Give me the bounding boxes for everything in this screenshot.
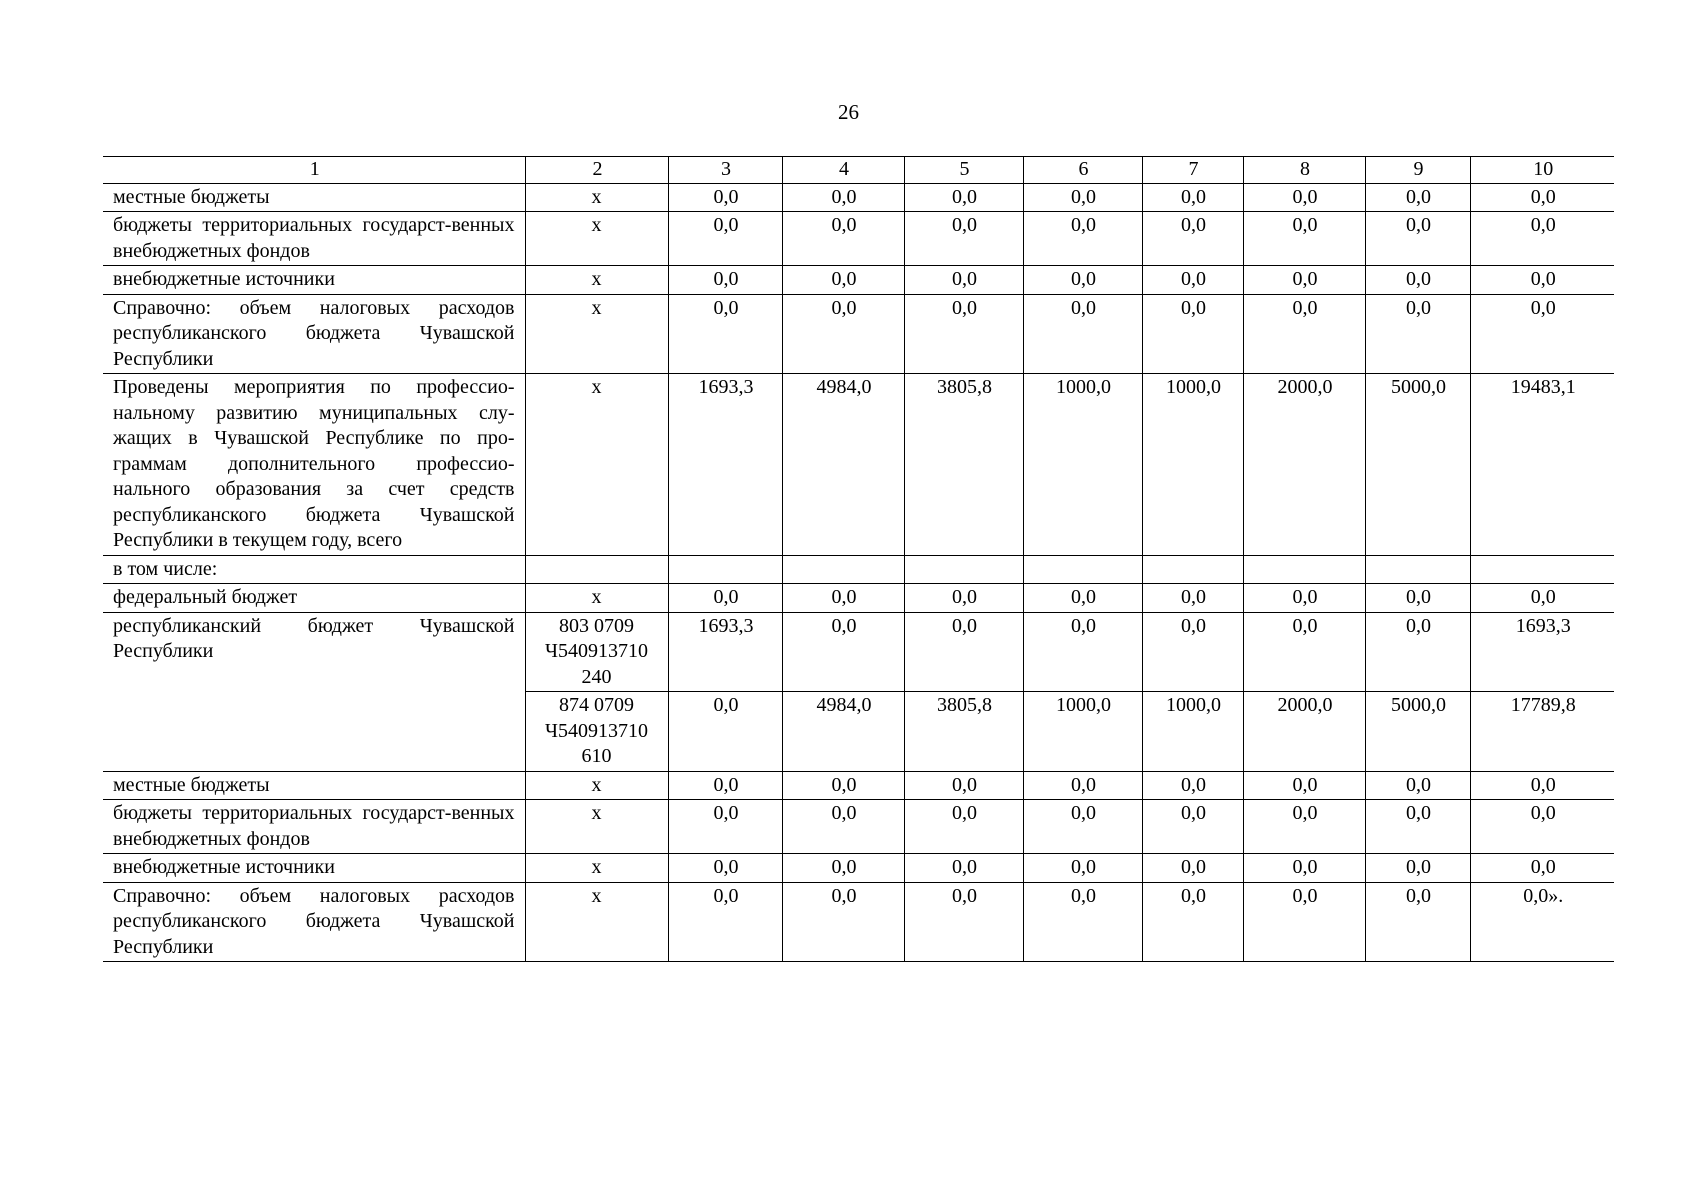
row-label: федеральный бюджет [103, 584, 525, 613]
value-cell: 5000,0 [1365, 374, 1470, 556]
value-cell: 0,0 [1023, 183, 1142, 212]
value-cell: 0,0 [1365, 183, 1470, 212]
value-cell: 0,0 [904, 771, 1023, 800]
value-cell: 17789,8 [1470, 692, 1614, 772]
value-cell: 0,0 [1023, 771, 1142, 800]
value-cell: 0,0 [668, 882, 782, 962]
row-label: Проведены мероприятия по профессио-нальному развитию муниципальных слу-жащих в Чувашской Республике по про-граммам дополнительного профессио-нального образования за счет средств республиканского бюджета Чувашской Республики в текущем году, всего [103, 374, 525, 556]
value-cell: 1693,3 [668, 374, 782, 556]
value-cell: 3805,8 [904, 374, 1023, 556]
value-cell: 0,0 [1243, 294, 1365, 374]
value-cell: 0,0 [904, 882, 1023, 962]
column-header: 8 [1243, 157, 1365, 184]
value-cell: 0,0 [1365, 294, 1470, 374]
value-cell: 0,0 [1243, 882, 1365, 962]
value-cell: 0,0 [668, 854, 782, 883]
value-cell: 0,0 [782, 854, 904, 883]
value-cell: 1000,0 [1023, 692, 1142, 772]
value-cell: 1693,3 [1470, 612, 1614, 692]
budget-code: х [525, 294, 668, 374]
value-cell: 0,0 [782, 294, 904, 374]
budget-table [103, 156, 1614, 962]
value-cell: 19483,1 [1470, 374, 1614, 556]
table-row [103, 584, 1614, 613]
value-cell: 0,0 [782, 212, 904, 266]
value-cell: 0,0 [1142, 612, 1243, 692]
value-cell: 0,0 [782, 882, 904, 962]
value-cell: 0,0 [668, 266, 782, 295]
budget-code: х [525, 183, 668, 212]
value-cell: 0,0 [1142, 771, 1243, 800]
column-header: 4 [782, 157, 904, 184]
value-cell: 0,0 [1243, 266, 1365, 295]
budget-code: 803 0709 Ч540913710 240 [525, 612, 668, 692]
value-cell: 0,0 [1470, 584, 1614, 613]
value-cell: 0,0 [668, 771, 782, 800]
empty-cell [1023, 555, 1142, 584]
table-row [103, 183, 1614, 212]
row-label: бюджеты территориальных государст-венных внебюджетных фондов [103, 212, 525, 266]
table-row [103, 854, 1614, 883]
empty-cell [1365, 555, 1470, 584]
table-row [103, 266, 1614, 295]
row-label: внебюджетные источники [103, 854, 525, 883]
value-cell: 0,0 [1470, 266, 1614, 295]
value-cell: 1000,0 [1142, 374, 1243, 556]
value-cell: 0,0 [904, 294, 1023, 374]
value-cell: 0,0 [1142, 854, 1243, 883]
table-row [103, 212, 1614, 266]
row-label: в том числе: [103, 555, 525, 584]
value-cell: 0,0 [782, 584, 904, 613]
value-cell: 0,0 [1142, 266, 1243, 295]
value-cell: 0,0 [904, 584, 1023, 613]
budget-code: х [525, 584, 668, 613]
value-cell: 0,0 [1365, 882, 1470, 962]
value-cell: 0,0 [904, 800, 1023, 854]
page-number: 26 [838, 100, 859, 124]
value-cell: 0,0 [782, 771, 904, 800]
value-cell: 0,0 [1243, 183, 1365, 212]
empty-cell [782, 555, 904, 584]
value-cell: 0,0 [904, 612, 1023, 692]
value-cell: 0,0 [1142, 882, 1243, 962]
value-cell: 0,0 [668, 584, 782, 613]
value-cell: 0,0 [1365, 266, 1470, 295]
value-cell: 0,0 [904, 854, 1023, 883]
value-cell: 0,0 [1142, 183, 1243, 212]
empty-cell [1470, 555, 1614, 584]
table-row [103, 374, 1614, 556]
column-header: 9 [1365, 157, 1470, 184]
value-cell: 0,0 [782, 800, 904, 854]
budget-code: х [525, 374, 668, 556]
value-cell: 5000,0 [1365, 692, 1470, 772]
table-row [103, 294, 1614, 374]
value-cell: 4984,0 [782, 692, 904, 772]
value-cell: 0,0 [1023, 800, 1142, 854]
value-cell: 0,0 [1023, 294, 1142, 374]
row-label: бюджеты территориальных государст-венных внебюджетных фондов [103, 800, 525, 854]
value-cell: 1693,3 [668, 612, 782, 692]
value-cell: 0,0 [1365, 584, 1470, 613]
value-cell: 0,0 [1365, 771, 1470, 800]
empty-cell [1243, 555, 1365, 584]
value-cell: 0,0 [1023, 266, 1142, 295]
value-cell: 0,0 [1365, 612, 1470, 692]
column-header: 7 [1142, 157, 1243, 184]
budget-code: х [525, 212, 668, 266]
budget-code: х [525, 266, 668, 295]
value-cell: 0,0 [1023, 854, 1142, 883]
value-cell: 4984,0 [782, 374, 904, 556]
table-row [103, 882, 1614, 962]
value-cell: 0,0 [1142, 800, 1243, 854]
value-cell: 0,0 [1243, 612, 1365, 692]
column-header: 5 [904, 157, 1023, 184]
column-header: 2 [525, 157, 668, 184]
value-cell: 1000,0 [1023, 374, 1142, 556]
table-header-row [103, 157, 1614, 184]
column-header: 3 [668, 157, 782, 184]
value-cell: 2000,0 [1243, 374, 1365, 556]
table-row [103, 555, 1614, 584]
column-header: 1 [103, 157, 525, 184]
row-label: местные бюджеты [103, 183, 525, 212]
value-cell: 0,0 [782, 266, 904, 295]
value-cell: 0,0 [1023, 212, 1142, 266]
row-label: республиканский бюджет Чувашской Республики [103, 612, 525, 771]
table-row [103, 800, 1614, 854]
value-cell: 0,0 [1142, 212, 1243, 266]
row-label: местные бюджеты [103, 771, 525, 800]
value-cell: 0,0 [1243, 212, 1365, 266]
budget-code: 874 0709 Ч540913710 610 [525, 692, 668, 772]
table-row [103, 612, 1614, 692]
table-row [103, 771, 1614, 800]
empty-cell [1142, 555, 1243, 584]
empty-cell [525, 555, 668, 584]
value-cell: 1000,0 [1142, 692, 1243, 772]
value-cell: 0,0 [1470, 294, 1614, 374]
value-cell: 0,0 [1243, 584, 1365, 613]
budget-code: х [525, 771, 668, 800]
row-label: Справочно: объем налоговых расходов республиканского бюджета Чувашской Республики [103, 882, 525, 962]
value-cell: 0,0 [1243, 854, 1365, 883]
budget-code: х [525, 854, 668, 883]
empty-cell [668, 555, 782, 584]
column-header: 6 [1023, 157, 1142, 184]
value-cell: 0,0 [904, 266, 1023, 295]
value-cell: 0,0 [1470, 771, 1614, 800]
row-label: внебюджетные источники [103, 266, 525, 295]
column-header: 10 [1470, 157, 1614, 184]
value-cell: 0,0 [1023, 882, 1142, 962]
empty-cell [904, 555, 1023, 584]
value-cell: 0,0 [1142, 584, 1243, 613]
value-cell: 0,0 [1243, 771, 1365, 800]
value-cell: 0,0 [1365, 854, 1470, 883]
value-cell: 0,0 [1023, 584, 1142, 613]
budget-code: х [525, 882, 668, 962]
row-label: Справочно: объем налоговых расходов республиканского бюджета Чувашской Республики [103, 294, 525, 374]
value-cell: 0,0 [1470, 212, 1614, 266]
value-cell: 0,0 [1142, 294, 1243, 374]
value-cell: 0,0 [1365, 800, 1470, 854]
value-cell: 2000,0 [1243, 692, 1365, 772]
value-cell: 0,0 [1470, 183, 1614, 212]
value-cell: 0,0». [1470, 882, 1614, 962]
value-cell: 0,0 [668, 294, 782, 374]
value-cell: 0,0 [668, 183, 782, 212]
value-cell: 0,0 [904, 212, 1023, 266]
value-cell: 3805,8 [904, 692, 1023, 772]
value-cell: 0,0 [668, 800, 782, 854]
value-cell: 0,0 [904, 183, 1023, 212]
value-cell: 0,0 [668, 212, 782, 266]
value-cell: 0,0 [1023, 612, 1142, 692]
value-cell: 0,0 [782, 612, 904, 692]
value-cell: 0,0 [668, 692, 782, 772]
budget-code: х [525, 800, 668, 854]
value-cell: 0,0 [1470, 800, 1614, 854]
value-cell: 0,0 [1243, 800, 1365, 854]
value-cell: 0,0 [1365, 212, 1470, 266]
value-cell: 0,0 [782, 183, 904, 212]
value-cell: 0,0 [1470, 854, 1614, 883]
